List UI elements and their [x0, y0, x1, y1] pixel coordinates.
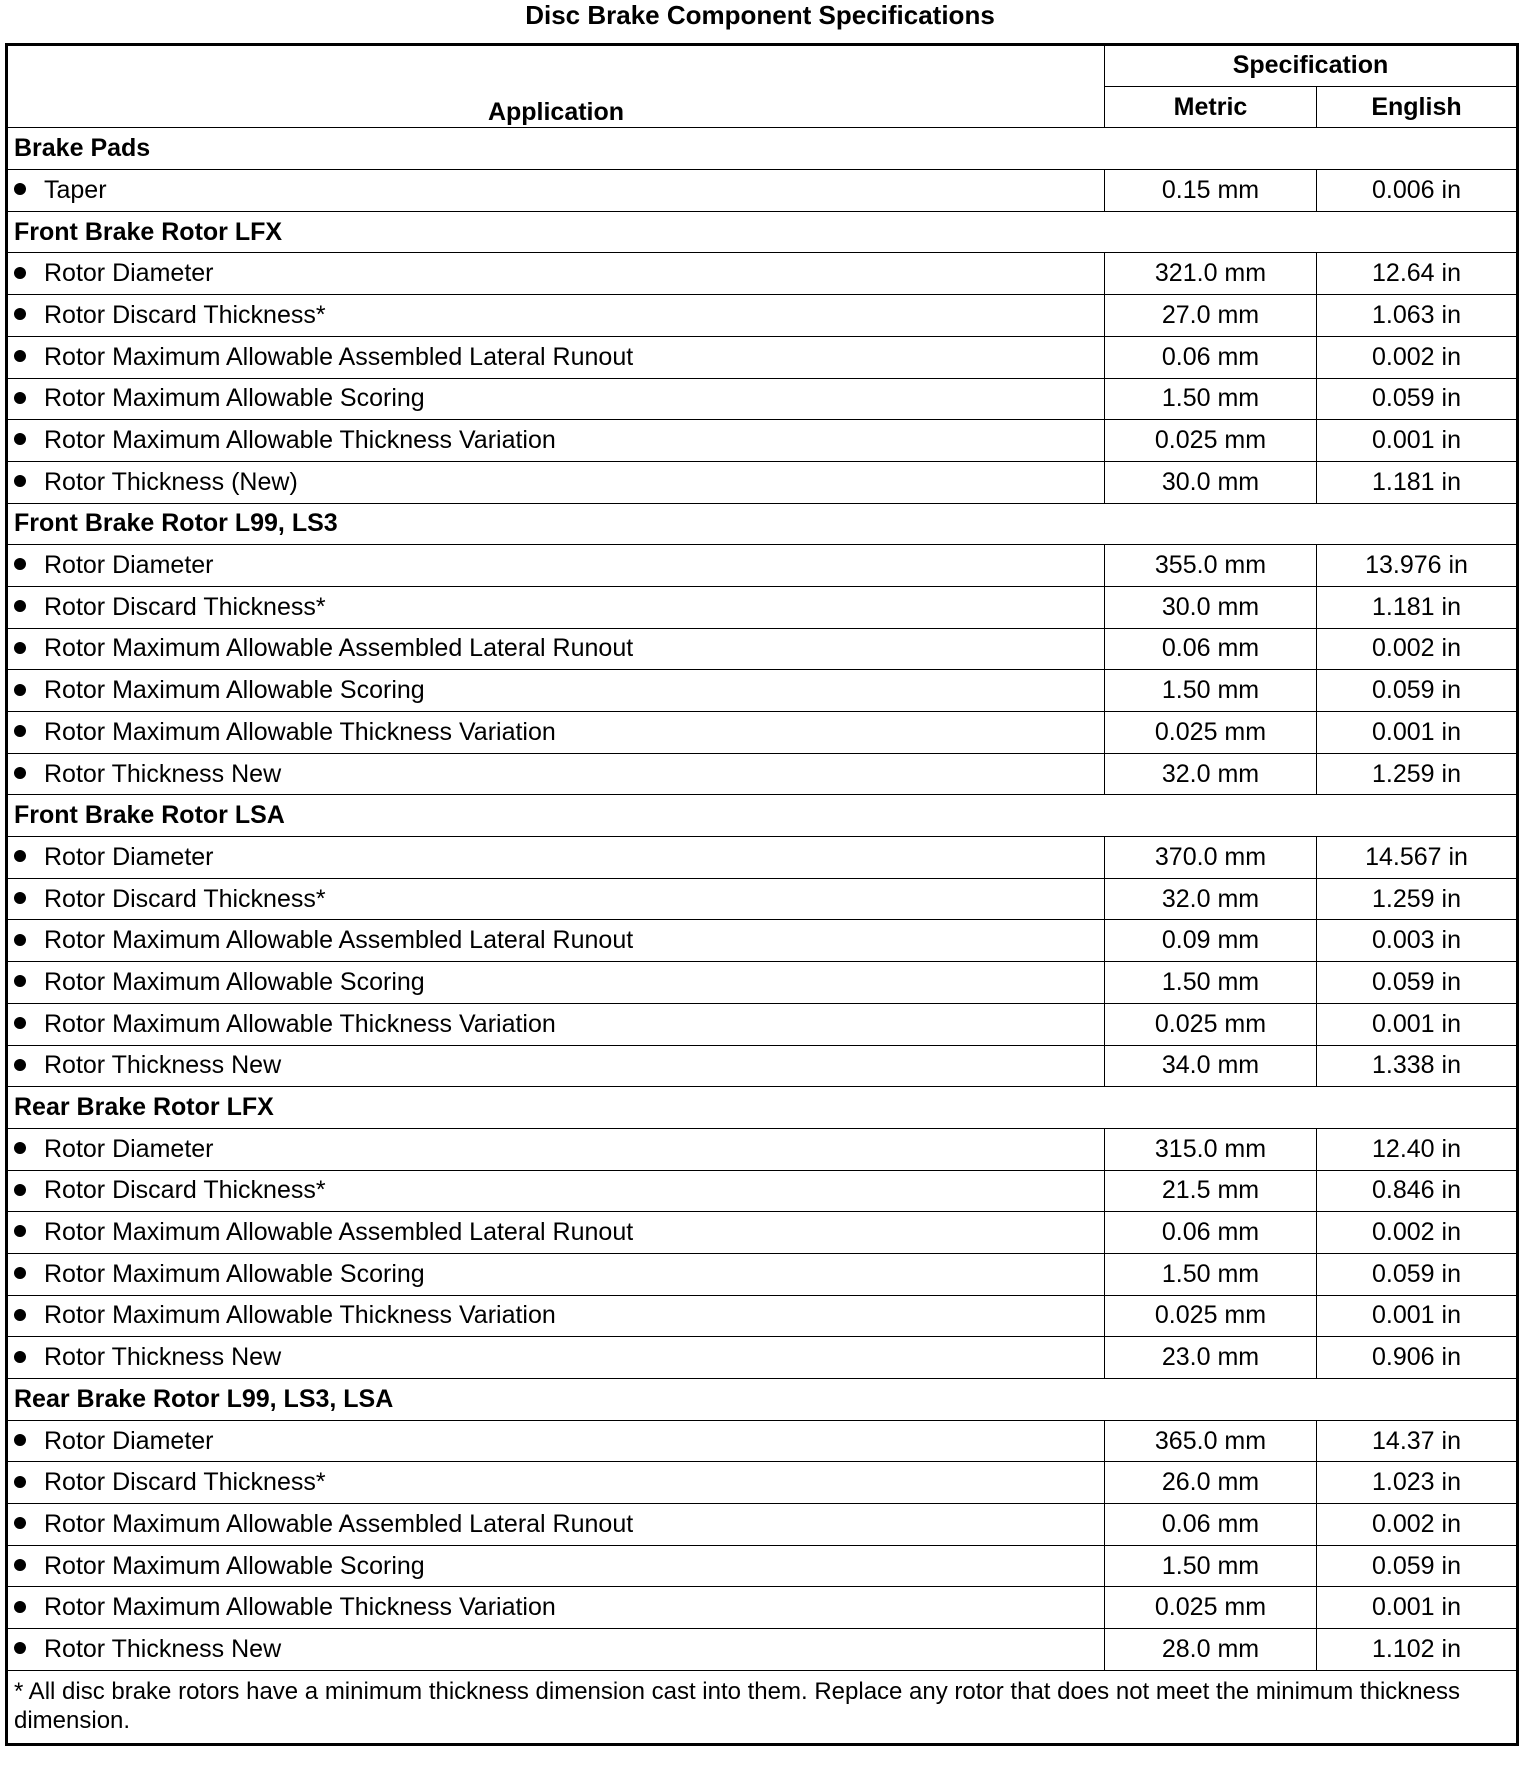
section-label: Brake Pads — [7, 128, 1518, 170]
table-row — [7, 920, 1518, 962]
metric-value: 365.0 mm — [1105, 1420, 1317, 1462]
item-name: Rotor Maximum Allowable Thickness Variation — [44, 1593, 556, 1622]
item-cell — [7, 1462, 1105, 1504]
table-row — [7, 1170, 1518, 1212]
document-title: Disc Brake Component Specifications — [525, 0, 995, 30]
item-name: Rotor Maximum Allowable Scoring — [44, 1551, 425, 1580]
english-value: 1.102 in — [1317, 1629, 1518, 1671]
table-row — [7, 336, 1518, 378]
item-name: Rotor Thickness New — [44, 759, 282, 788]
english-value: 0.906 in — [1317, 1337, 1518, 1379]
section-row — [7, 1379, 1518, 1421]
table-row — [7, 628, 1518, 670]
table-row — [7, 1212, 1518, 1254]
table-row — [7, 1629, 1518, 1671]
metric-value: 0.025 mm — [1105, 1295, 1317, 1337]
metric-value: 32.0 mm — [1105, 753, 1317, 795]
table-row — [7, 1545, 1518, 1587]
english-value: 0.001 in — [1317, 420, 1518, 462]
table-row — [7, 1295, 1518, 1337]
english-value: 0.001 in — [1317, 1295, 1518, 1337]
bullet-icon — [14, 183, 26, 195]
item-cell — [7, 586, 1105, 628]
english-value: 1.063 in — [1317, 295, 1518, 337]
metric-value: 0.025 mm — [1105, 420, 1317, 462]
table-row — [7, 670, 1518, 712]
bullet-icon — [14, 1059, 26, 1071]
header-row-top — [7, 45, 1518, 87]
bullet-icon — [14, 767, 26, 779]
bullet-icon — [14, 600, 26, 612]
metric-value: 0.06 mm — [1105, 628, 1317, 670]
item-cell — [7, 670, 1105, 712]
item-cell — [7, 962, 1105, 1004]
metric-value: 0.06 mm — [1105, 1504, 1317, 1546]
item-cell — [7, 420, 1105, 462]
english-header: English — [1317, 86, 1518, 128]
metric-value: 28.0 mm — [1105, 1629, 1317, 1671]
table-row — [7, 1420, 1518, 1462]
section-row — [7, 128, 1518, 170]
bullet-icon — [14, 1601, 26, 1613]
section-label: Rear Brake Rotor L99, LS3, LSA — [7, 1379, 1518, 1421]
section-label: Front Brake Rotor LFX — [7, 211, 1518, 253]
english-value: 0.001 in — [1317, 1003, 1518, 1045]
item-name: Rotor Thickness (New) — [44, 467, 298, 496]
metric-value: 1.50 mm — [1105, 378, 1317, 420]
metric-value: 32.0 mm — [1105, 878, 1317, 920]
table-row — [7, 253, 1518, 295]
english-value: 12.64 in — [1317, 253, 1518, 295]
metric-value: 1.50 mm — [1105, 670, 1317, 712]
item-cell — [7, 920, 1105, 962]
item-cell — [7, 1212, 1105, 1254]
bullet-icon — [14, 892, 26, 904]
bullet-icon — [14, 850, 26, 862]
table-row — [7, 420, 1518, 462]
bullet-icon — [14, 934, 26, 946]
item-name: Rotor Maximum Allowable Assembled Lateral Runout — [44, 926, 634, 955]
table-row — [7, 1587, 1518, 1629]
item-name: Rotor Maximum Allowable Scoring — [44, 967, 425, 996]
table-row — [7, 1337, 1518, 1379]
english-value: 1.259 in — [1317, 878, 1518, 920]
spec-table — [5, 43, 1519, 1746]
item-name: Rotor Thickness New — [44, 1051, 282, 1080]
item-name: Rotor Thickness New — [44, 1343, 282, 1372]
item-cell — [7, 295, 1105, 337]
english-value: 0.006 in — [1317, 170, 1518, 212]
item-name: Rotor Discard Thickness* — [44, 1176, 326, 1205]
item-cell — [7, 253, 1105, 295]
bullet-icon — [14, 1351, 26, 1363]
item-name: Rotor Maximum Allowable Scoring — [44, 676, 425, 705]
table-row — [7, 1253, 1518, 1295]
specification-header: Specification — [1105, 45, 1518, 87]
item-cell — [7, 1504, 1105, 1546]
item-name: Rotor Maximum Allowable Thickness Variation — [44, 717, 556, 746]
english-value: 0.059 in — [1317, 378, 1518, 420]
metric-value: 26.0 mm — [1105, 1462, 1317, 1504]
bullet-icon — [14, 308, 26, 320]
english-value: 13.976 in — [1317, 545, 1518, 587]
english-value: 12.40 in — [1317, 1128, 1518, 1170]
table-row — [7, 878, 1518, 920]
item-name: Rotor Diameter — [44, 259, 214, 288]
english-value: 0.001 in — [1317, 712, 1518, 754]
metric-value: 27.0 mm — [1105, 295, 1317, 337]
item-name: Rotor Thickness New — [44, 1634, 282, 1663]
table-row — [7, 712, 1518, 754]
bullet-icon — [14, 1184, 26, 1196]
metric-value: 0.025 mm — [1105, 712, 1317, 754]
item-cell — [7, 628, 1105, 670]
english-value: 1.181 in — [1317, 461, 1518, 503]
bullet-icon — [14, 392, 26, 404]
english-value: 0.059 in — [1317, 1545, 1518, 1587]
item-name: Rotor Diameter — [44, 551, 214, 580]
metric-value: 370.0 mm — [1105, 837, 1317, 879]
item-cell — [7, 1545, 1105, 1587]
item-cell — [7, 1337, 1105, 1379]
english-value: 0.059 in — [1317, 670, 1518, 712]
item-cell — [7, 1045, 1105, 1087]
english-value: 0.002 in — [1317, 1504, 1518, 1546]
metric-value: 1.50 mm — [1105, 962, 1317, 1004]
metric-value: 1.50 mm — [1105, 1253, 1317, 1295]
bullet-icon — [14, 1017, 26, 1029]
bullet-icon — [14, 1309, 26, 1321]
item-cell — [7, 712, 1105, 754]
item-name: Rotor Diameter — [44, 842, 214, 871]
item-cell — [7, 1587, 1105, 1629]
bullet-icon — [14, 642, 26, 654]
table-row — [7, 1128, 1518, 1170]
item-name: Rotor Diameter — [44, 1426, 214, 1455]
item-cell — [7, 378, 1105, 420]
english-value: 1.181 in — [1317, 586, 1518, 628]
english-value: 14.37 in — [1317, 1420, 1518, 1462]
item-name: Rotor Discard Thickness* — [44, 1468, 326, 1497]
metric-value: 321.0 mm — [1105, 253, 1317, 295]
metric-value: 0.09 mm — [1105, 920, 1317, 962]
bullet-icon — [14, 558, 26, 570]
bullet-icon — [14, 975, 26, 987]
english-value: 1.023 in — [1317, 1462, 1518, 1504]
english-value: 0.059 in — [1317, 1253, 1518, 1295]
table-row — [7, 295, 1518, 337]
metric-value: 1.50 mm — [1105, 1545, 1317, 1587]
english-value: 0.003 in — [1317, 920, 1518, 962]
item-name: Rotor Maximum Allowable Assembled Lateral Runout — [44, 634, 634, 663]
item-cell — [7, 1170, 1105, 1212]
section-row — [7, 503, 1518, 545]
english-value: 0.846 in — [1317, 1170, 1518, 1212]
item-name: Rotor Maximum Allowable Assembled Lateral Runout — [44, 1218, 634, 1247]
section-row — [7, 211, 1518, 253]
table-row — [7, 378, 1518, 420]
bullet-icon — [14, 1267, 26, 1279]
table-row — [7, 586, 1518, 628]
item-name: Rotor Maximum Allowable Thickness Variation — [44, 1301, 556, 1330]
bullet-icon — [14, 1559, 26, 1571]
english-value: 1.259 in — [1317, 753, 1518, 795]
metric-value: 23.0 mm — [1105, 1337, 1317, 1379]
bullet-icon — [14, 1517, 26, 1529]
metric-value: 0.06 mm — [1105, 336, 1317, 378]
bullet-icon — [14, 350, 26, 362]
item-cell — [7, 545, 1105, 587]
item-cell — [7, 878, 1105, 920]
item-name: Rotor Maximum Allowable Assembled Lateral Runout — [44, 1509, 634, 1538]
bullet-icon — [14, 725, 26, 737]
bullet-icon — [14, 684, 26, 696]
item-name: Taper — [44, 175, 107, 204]
section-label: Rear Brake Rotor LFX — [7, 1087, 1518, 1129]
spec-body — [7, 128, 1518, 1670]
application-header: Application — [7, 45, 1105, 128]
table-row — [7, 837, 1518, 879]
item-name: Rotor Diameter — [44, 1134, 214, 1163]
item-cell — [7, 1295, 1105, 1337]
bullet-icon — [14, 1642, 26, 1654]
english-value: 0.002 in — [1317, 1212, 1518, 1254]
item-cell — [7, 461, 1105, 503]
metric-value: 0.025 mm — [1105, 1587, 1317, 1629]
item-name: Rotor Discard Thickness* — [44, 300, 326, 329]
item-cell — [7, 336, 1105, 378]
metric-value: 34.0 mm — [1105, 1045, 1317, 1087]
bullet-icon — [14, 1434, 26, 1446]
item-cell — [7, 1420, 1105, 1462]
item-name: Rotor Maximum Allowable Thickness Variation — [44, 1009, 556, 1038]
english-value: 1.338 in — [1317, 1045, 1518, 1087]
bullet-icon — [14, 1225, 26, 1237]
table-row — [7, 461, 1518, 503]
bullet-icon — [14, 267, 26, 279]
item-name: Rotor Maximum Allowable Assembled Lateral Runout — [44, 342, 634, 371]
item-cell — [7, 1003, 1105, 1045]
item-name: Rotor Discard Thickness* — [44, 592, 326, 621]
metric-value: 355.0 mm — [1105, 545, 1317, 587]
metric-value: 21.5 mm — [1105, 1170, 1317, 1212]
metric-value: 315.0 mm — [1105, 1128, 1317, 1170]
section-label: Front Brake Rotor L99, LS3 — [7, 503, 1518, 545]
metric-value: 0.06 mm — [1105, 1212, 1317, 1254]
item-name: Rotor Maximum Allowable Thickness Variation — [44, 426, 556, 455]
metric-value: 30.0 mm — [1105, 461, 1317, 503]
item-cell — [7, 170, 1105, 212]
metric-value: 30.0 mm — [1105, 586, 1317, 628]
item-cell — [7, 1253, 1105, 1295]
english-value: 14.567 in — [1317, 837, 1518, 879]
metric-value: 0.025 mm — [1105, 1003, 1317, 1045]
table-row — [7, 962, 1518, 1004]
bullet-icon — [14, 1476, 26, 1488]
section-row — [7, 1087, 1518, 1129]
bullet-icon — [14, 433, 26, 445]
table-row — [7, 1003, 1518, 1045]
footnote-text: * All disc brake rotors have a minimum thickness dimension cast into them. Replace any rotor that does not meet the minimum thickness dimension. — [7, 1670, 1518, 1744]
table-row — [7, 1462, 1518, 1504]
table-row — [7, 1504, 1518, 1546]
table-row — [7, 1045, 1518, 1087]
item-cell — [7, 1629, 1105, 1671]
item-name: Rotor Maximum Allowable Scoring — [44, 1259, 425, 1288]
table-row — [7, 545, 1518, 587]
table-row — [7, 170, 1518, 212]
item-name: Rotor Maximum Allowable Scoring — [44, 384, 425, 413]
table-row — [7, 753, 1518, 795]
item-cell — [7, 837, 1105, 879]
footnote-row — [7, 1670, 1518, 1744]
english-value: 0.002 in — [1317, 628, 1518, 670]
english-value: 0.059 in — [1317, 962, 1518, 1004]
item-name: Rotor Discard Thickness* — [44, 884, 326, 913]
item-cell — [7, 753, 1105, 795]
bullet-icon — [14, 475, 26, 487]
section-row — [7, 795, 1518, 837]
bullet-icon — [14, 1142, 26, 1154]
section-label: Front Brake Rotor LSA — [7, 795, 1518, 837]
english-value: 0.002 in — [1317, 336, 1518, 378]
english-value: 0.001 in — [1317, 1587, 1518, 1629]
metric-header: Metric — [1105, 86, 1317, 128]
item-cell — [7, 1128, 1105, 1170]
metric-value: 0.15 mm — [1105, 170, 1317, 212]
